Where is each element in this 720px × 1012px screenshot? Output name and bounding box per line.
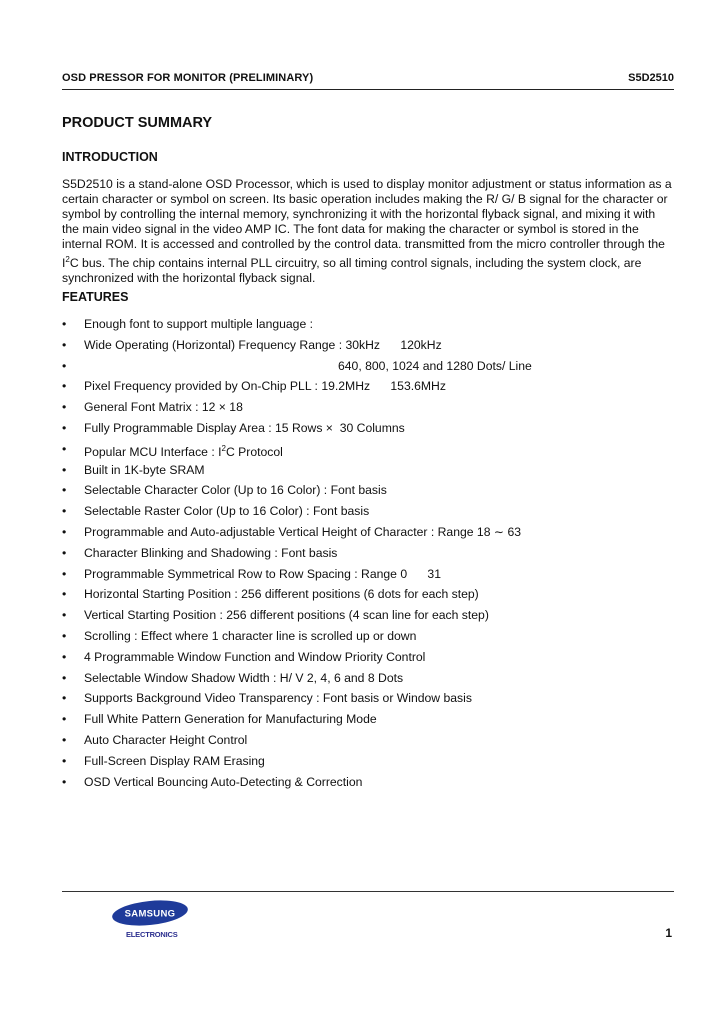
bullet-icon: • xyxy=(62,379,67,394)
feature-text: Programmable and Auto-adjustable Vertical Height of Character : Range 18 ∼ 63 xyxy=(84,524,522,539)
bullet-icon: • xyxy=(62,670,67,685)
bullet-icon: • xyxy=(62,441,67,456)
intro-line: internal ROM. It is accessed and controlled by the control data. transmitted from the micro controller through the xyxy=(62,237,665,251)
bullet-icon: • xyxy=(62,587,67,602)
i2c-superscript: 2 xyxy=(65,255,70,264)
feature-text: Selectable Window Shadow Width : H/ V 2, 4, 6 and 8 Dots xyxy=(84,670,404,685)
feature-text: Selectable Raster Color (Up to 16 Color) : Font basis xyxy=(84,504,370,519)
feature-text: Programmable Symmetrical Row to Row Spacing : Range 0 31 xyxy=(84,566,441,581)
feature-text: Full-Screen Display RAM Erasing xyxy=(84,753,265,768)
i2c-suffix: C xyxy=(69,256,79,271)
bullet-icon: • xyxy=(62,732,67,747)
mcu-superscript: 2 xyxy=(221,443,226,453)
mcu-text: Popular MCU Interface : I xyxy=(84,444,222,459)
header-part-number: S5D2510 xyxy=(628,72,674,84)
bullet-icon: • xyxy=(62,337,67,352)
intro-line-i2c xyxy=(62,252,676,271)
page-title: PRODUCT SUMMARY xyxy=(62,115,213,131)
bullet-icon: • xyxy=(62,649,67,664)
bullet-icon: • xyxy=(62,504,67,519)
intro-line: synchronized with the horizontal flyback signal. xyxy=(62,271,316,286)
feature-text: Supports Background Video Transparency : Font basis or Window basis xyxy=(84,691,472,706)
bullet-icon: • xyxy=(62,566,67,581)
feature-text: Selectable Character Color (Up to 16 Color) : Font basis xyxy=(84,483,387,498)
intro-line: certain character or symbol on screen. Its basic operation includes making the R/ G/ B signal for the character or xyxy=(62,192,668,206)
bullet-icon: • xyxy=(62,774,67,789)
introduction-heading: INTRODUCTION xyxy=(62,150,158,164)
intro-line: bus. The chip contains internal PLL circuitry, so all timing control signals, including the system clock, are xyxy=(82,256,642,271)
bullet-icon: • xyxy=(62,712,67,727)
feature-text: Enough font to support multiple language : xyxy=(84,317,314,331)
feature-text: Built in 1K-byte SRAM xyxy=(84,462,205,477)
bullet-icon: • xyxy=(62,483,67,498)
feature-text: Vertical Starting Position : 256 different positions (4 scan line for each step) xyxy=(84,608,489,623)
bullet-icon: • xyxy=(62,608,67,623)
bullet-icon: • xyxy=(62,400,67,415)
logo-wordmark: SAMSUNG xyxy=(124,908,176,920)
page-number: 1 xyxy=(665,926,672,940)
feature-text: General Font Matrix : 12 × 18 xyxy=(84,400,243,415)
feature-text: Wide Operating (Horizontal) Frequency Range : 30kHz 120kHz xyxy=(84,337,442,352)
bullet-icon: • xyxy=(62,691,67,706)
i2c-prefix: I xyxy=(62,256,66,271)
feature-text: 4 Programmable Window Function and Window Priority Control xyxy=(84,649,426,664)
feature-text: OSD Vertical Bouncing Auto-Detecting & Correction xyxy=(84,774,363,789)
bullet-icon: • xyxy=(62,462,67,477)
intro-line: S5D2510 is a stand-alone OSD Processor, which is used to display monitor adjustment or status information as a xyxy=(62,177,672,191)
feature-text: Auto Character Height Control xyxy=(84,732,248,747)
footer-divider xyxy=(62,891,674,892)
introduction-paragraph xyxy=(62,177,676,286)
feature-text: Fully Programmable Display Area : 15 Rows × 30 Columns xyxy=(84,420,405,435)
bullet-icon: • xyxy=(62,545,67,560)
intro-line: the main video signal in the video AMP IC. The font data for making the character or symbol is stored in the xyxy=(62,222,639,236)
bullet-icon: • xyxy=(62,753,67,768)
intro-line: symbol by controlling the internal memory, synchronizing it with the horizontal flyback signal, and mixing it with xyxy=(62,207,656,221)
bullet-icon: • xyxy=(62,628,67,643)
feature-text: Character Blinking and Shadowing : Font basis xyxy=(84,545,338,560)
feature-text: 640, 800, 1024 and 1280 Dots/ Line xyxy=(338,358,532,373)
mcu-suffix: C Protocol xyxy=(225,444,283,459)
feature-text: Pixel Frequency provided by On-Chip PLL : 19.2MHz 153.6MHz xyxy=(84,379,446,394)
samsung-oval-icon xyxy=(110,899,190,927)
logo-subtitle: ELECTRONICS xyxy=(126,930,178,939)
header-title: OSD PRESSOR FOR MONITOR (PRELIMINARY) xyxy=(62,72,314,84)
bullet-icon: • xyxy=(62,358,67,373)
feature-text: Full White Pattern Generation for Manufacturing Mode xyxy=(84,712,377,727)
bullet-icon: • xyxy=(62,420,67,435)
bullet-icon: • xyxy=(62,524,67,539)
feature-text: Horizontal Starting Position : 256 different positions (6 dots for each step) xyxy=(84,587,479,602)
feature-text: Scrolling : Effect where 1 character line is scrolled up or down xyxy=(84,628,417,643)
header-divider xyxy=(62,89,674,90)
features-heading: FEATURES xyxy=(62,290,129,304)
bullet-icon: • xyxy=(62,317,67,331)
samsung-logo xyxy=(110,899,190,941)
